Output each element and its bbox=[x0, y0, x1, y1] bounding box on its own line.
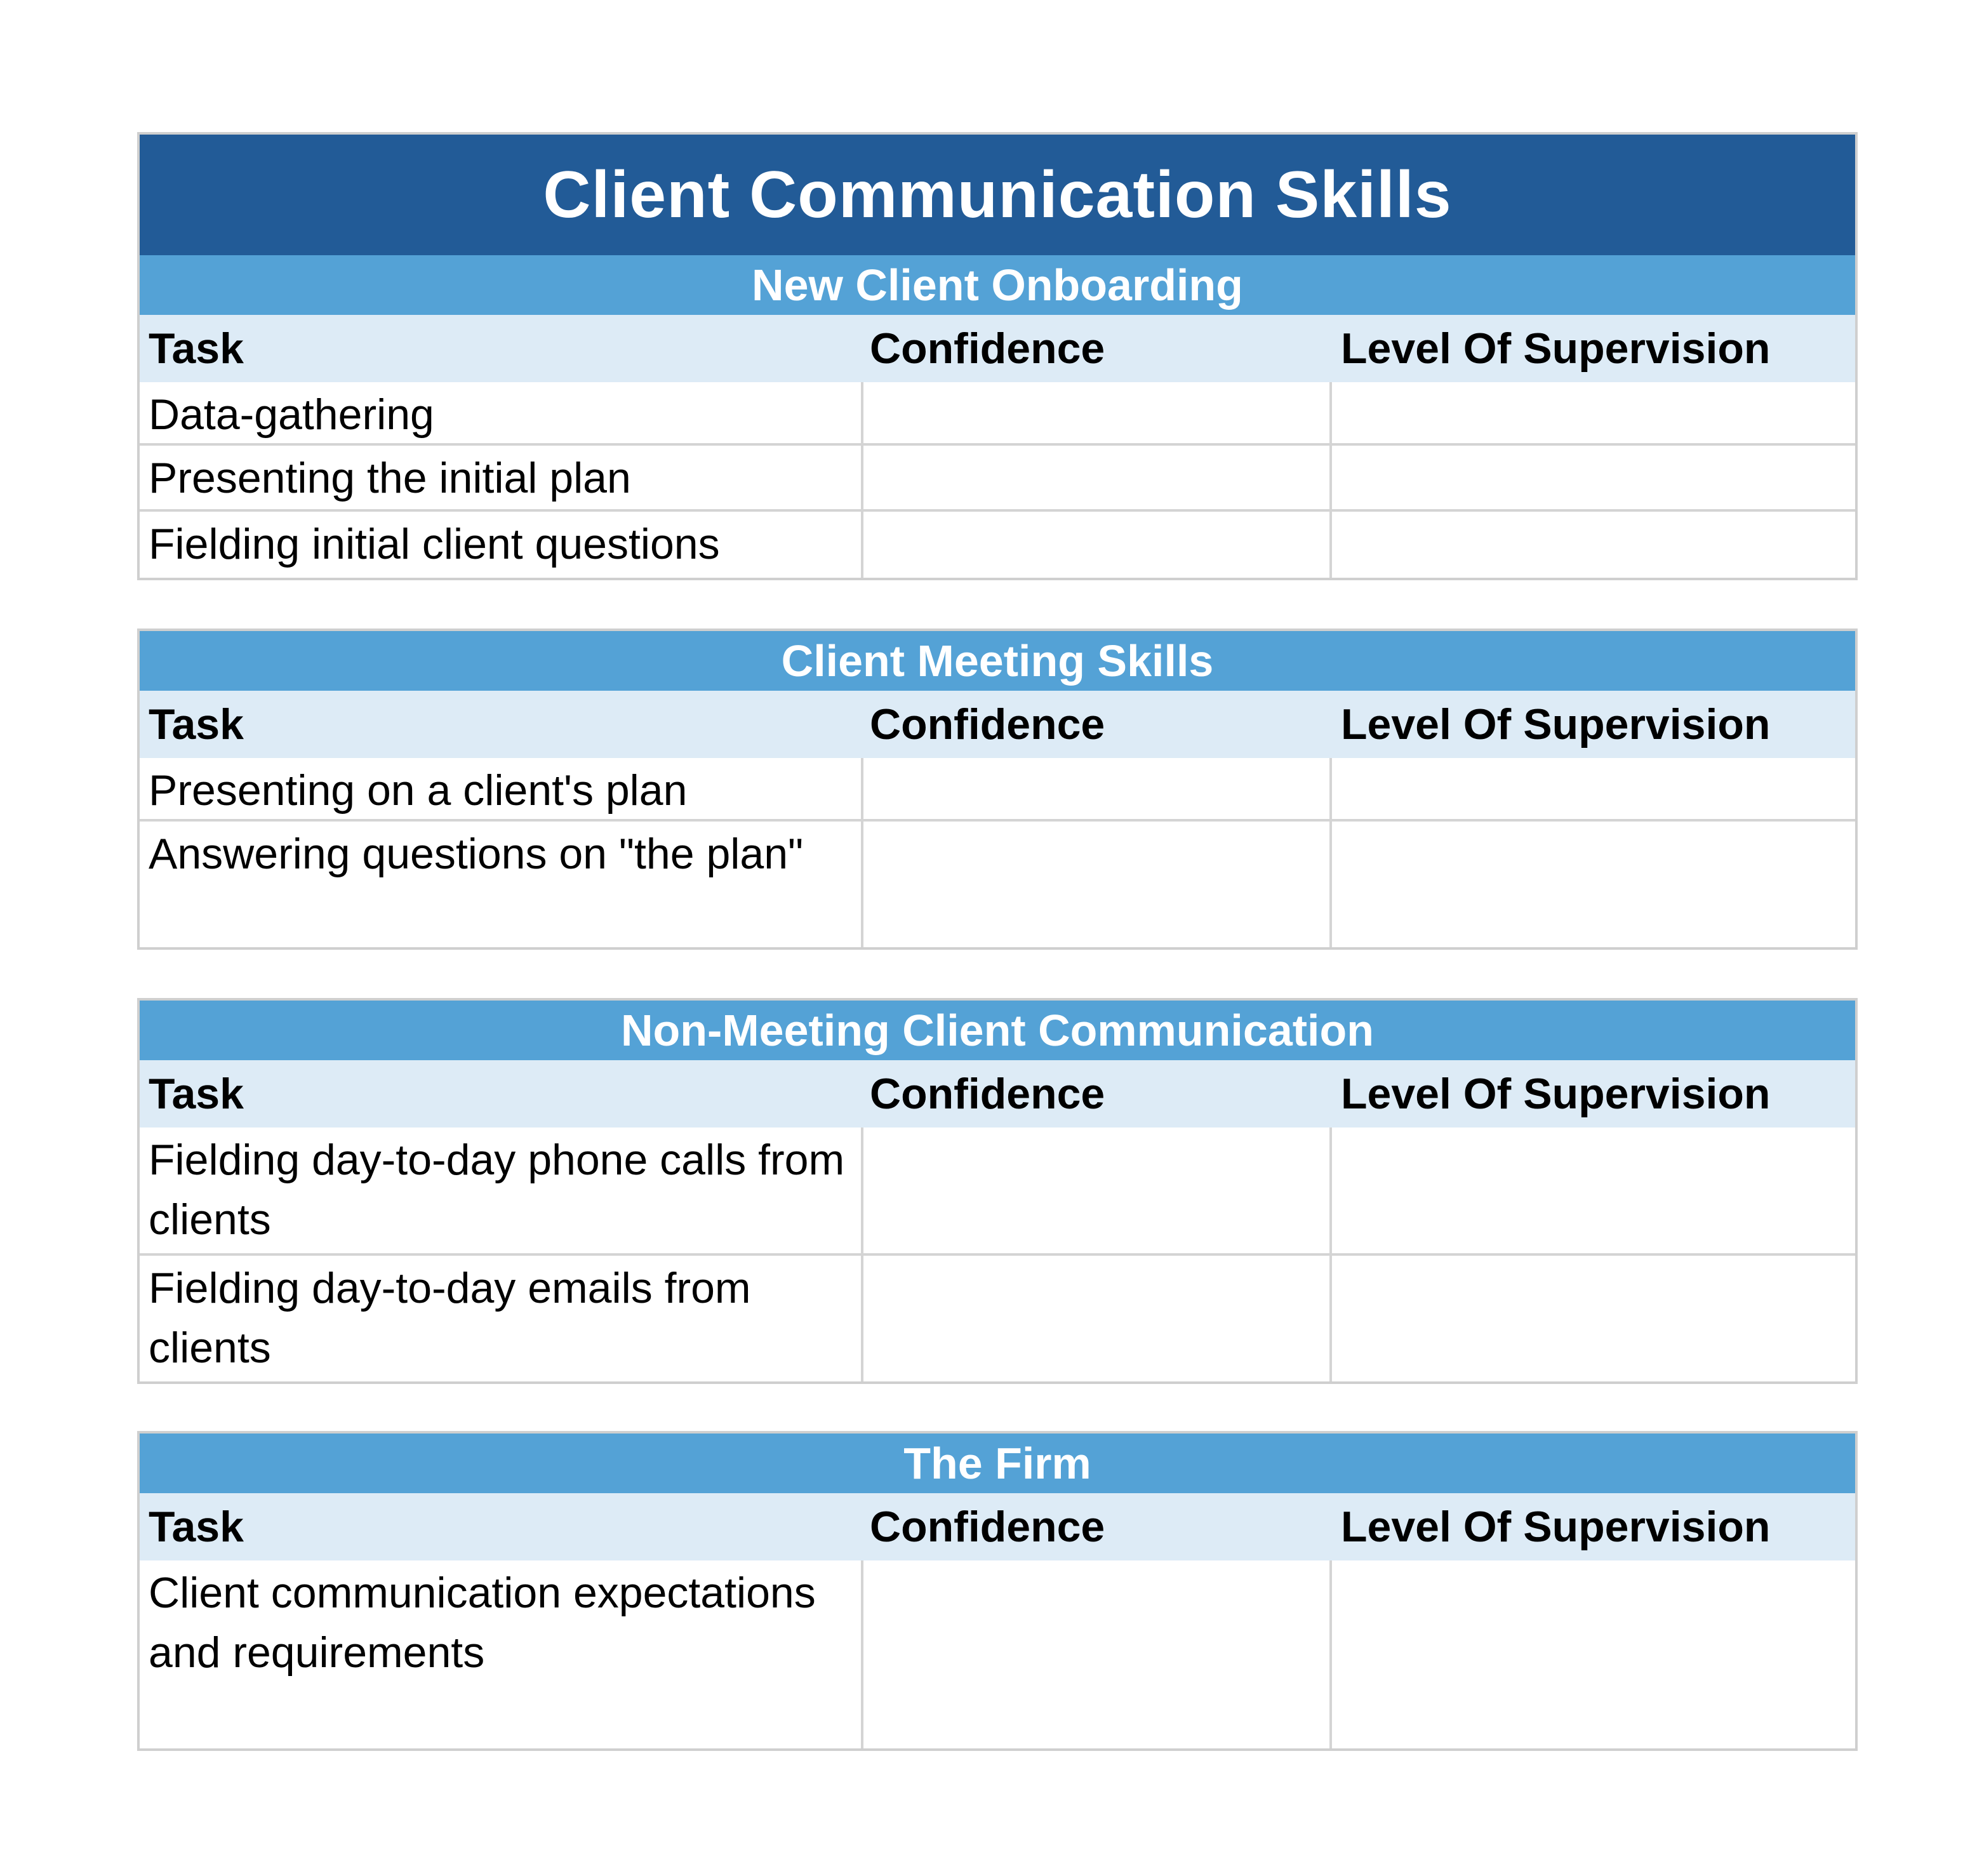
column-header-confidence: Confidence bbox=[870, 1070, 1105, 1118]
table-row bbox=[140, 819, 1855, 947]
column-header-row bbox=[140, 1493, 1855, 1560]
section-title: The Firm bbox=[140, 1434, 1855, 1493]
supervision-cell[interactable] bbox=[1329, 1256, 1855, 1381]
section-table-client-meeting-skills bbox=[137, 629, 1858, 950]
column-header-supervision: Level Of Supervision bbox=[1341, 1070, 1771, 1118]
table-body bbox=[140, 758, 1855, 947]
confidence-cell[interactable] bbox=[861, 1560, 1329, 1748]
table-body bbox=[140, 1560, 1855, 1748]
table-body bbox=[140, 382, 1855, 578]
section-table-the-firm bbox=[137, 1431, 1858, 1751]
section-table-non-meeting-client-communication bbox=[137, 998, 1858, 1384]
column-header-task: Task bbox=[149, 324, 244, 373]
section-title: Client Meeting Skills bbox=[140, 631, 1855, 691]
column-header-supervision: Level Of Supervision bbox=[1341, 1503, 1771, 1551]
page-title: Client Communication Skills bbox=[140, 135, 1855, 255]
supervision-cell[interactable] bbox=[1329, 382, 1855, 447]
confidence-cell[interactable] bbox=[861, 1256, 1329, 1381]
column-header-task: Task bbox=[149, 700, 244, 748]
table-row bbox=[140, 758, 1855, 819]
table-row bbox=[140, 1253, 1855, 1381]
confidence-cell[interactable] bbox=[861, 1128, 1329, 1253]
section-title: Non-Meeting Client Communication bbox=[140, 1001, 1855, 1060]
column-header-row bbox=[140, 1060, 1855, 1128]
column-header-row bbox=[140, 315, 1855, 382]
task-cell: Presenting on a client's plan bbox=[149, 766, 688, 815]
table-row bbox=[140, 443, 1855, 509]
task-cell: Answering questions on "the plan" bbox=[149, 830, 804, 878]
task-cell: Client communication expectations and requirements bbox=[149, 1569, 816, 1677]
supervision-cell[interactable] bbox=[1329, 446, 1855, 510]
table-row bbox=[140, 1560, 1855, 1748]
supervision-cell[interactable] bbox=[1329, 822, 1855, 947]
table-row bbox=[140, 1128, 1855, 1253]
task-cell: Data-gathering bbox=[149, 390, 434, 439]
column-header-confidence: Confidence bbox=[870, 700, 1105, 748]
section-table-new-client-onboarding bbox=[137, 132, 1858, 580]
table-body bbox=[140, 1128, 1855, 1381]
task-cell: Fielding day-to-day emails from clients bbox=[149, 1264, 751, 1372]
column-header-confidence: Confidence bbox=[870, 1503, 1105, 1551]
confidence-cell[interactable] bbox=[861, 758, 1329, 823]
task-cell: Presenting the initial plan bbox=[149, 454, 631, 502]
task-cell: Fielding initial client questions bbox=[149, 520, 720, 568]
confidence-cell[interactable] bbox=[861, 446, 1329, 510]
column-header-supervision: Level Of Supervision bbox=[1341, 700, 1771, 748]
supervision-cell[interactable] bbox=[1329, 758, 1855, 823]
confidence-cell[interactable] bbox=[861, 512, 1329, 578]
table-row bbox=[140, 382, 1855, 443]
column-header-supervision: Level Of Supervision bbox=[1341, 324, 1771, 373]
column-header-row bbox=[140, 691, 1855, 758]
column-header-confidence: Confidence bbox=[870, 324, 1105, 373]
table-row bbox=[140, 509, 1855, 578]
column-header-task: Task bbox=[149, 1503, 244, 1551]
supervision-cell[interactable] bbox=[1329, 512, 1855, 578]
section-title: New Client Onboarding bbox=[140, 255, 1855, 315]
supervision-cell[interactable] bbox=[1329, 1128, 1855, 1253]
confidence-cell[interactable] bbox=[861, 822, 1329, 947]
supervision-cell[interactable] bbox=[1329, 1560, 1855, 1748]
task-cell: Fielding day-to-day phone calls from clients bbox=[149, 1136, 845, 1244]
confidence-cell[interactable] bbox=[861, 382, 1329, 447]
column-header-task: Task bbox=[149, 1070, 244, 1118]
